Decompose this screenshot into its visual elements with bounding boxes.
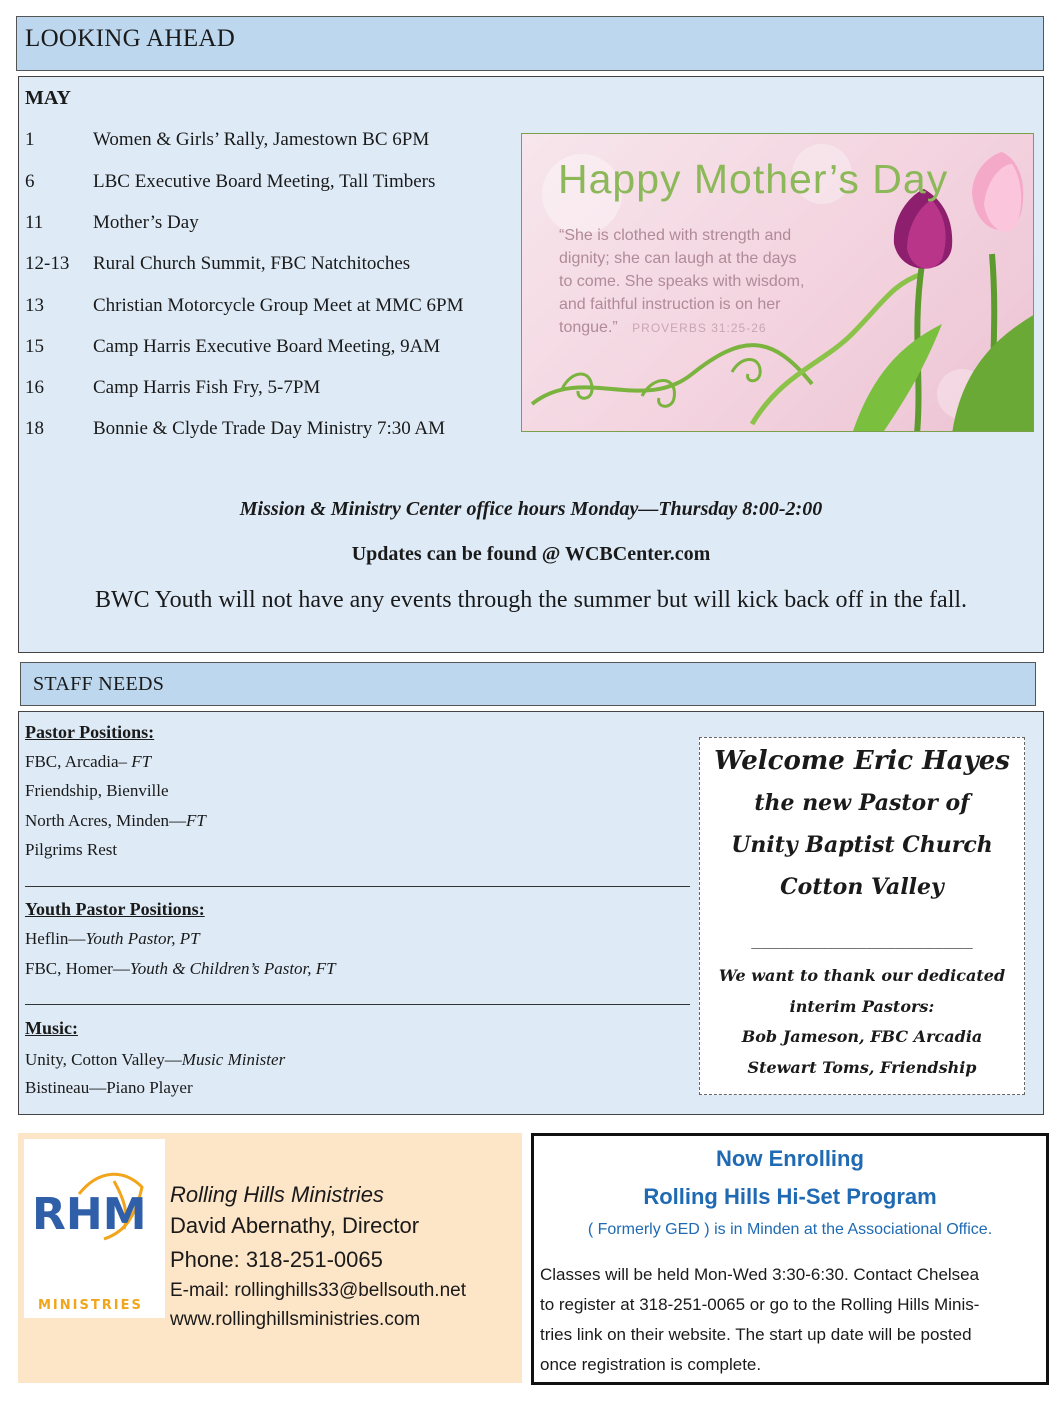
list-item bbox=[25, 959, 336, 979]
list-item bbox=[25, 752, 151, 772]
position-place: Bistineau—Piano Player bbox=[25, 1078, 193, 1097]
body-line: tries link on their website. The start up date will be posted bbox=[540, 1325, 972, 1344]
rhm-director: David Abernathy, Director bbox=[170, 1213, 420, 1238]
position-detail: Youth Pastor, PT bbox=[85, 929, 200, 948]
event-text: Rural Church Summit, FBC Natchitoches bbox=[93, 253, 411, 274]
list-item bbox=[25, 1050, 285, 1070]
quote-line-end: tongue.” bbox=[559, 319, 618, 336]
welcome-line: the new Pastor of bbox=[754, 790, 970, 816]
enrolling-body bbox=[540, 1260, 979, 1380]
position-place: FBC, Homer— bbox=[25, 959, 130, 978]
position-place: FBC, Arcadia– bbox=[25, 752, 132, 771]
youth-positions-heading: Youth Pastor Positions: bbox=[25, 899, 205, 919]
position-detail: FT bbox=[186, 811, 206, 830]
position-detail: Music Minister bbox=[181, 1050, 286, 1069]
event-text: Camp Harris Executive Board Meeting, 9AM bbox=[93, 336, 441, 357]
event-date: 13 bbox=[25, 295, 44, 316]
position-place: North Acres, Minden— bbox=[25, 811, 187, 830]
staff-needs-header bbox=[20, 662, 1036, 706]
enrolling-subtitle: ( Formerly GED ) is in Minden at the Associational Office. bbox=[587, 1221, 993, 1238]
list-item bbox=[25, 929, 200, 949]
rhm-logo-sub: MINISTRIES bbox=[38, 1298, 143, 1313]
rhm-website[interactable]: www.rollinghillsministries.com bbox=[170, 1309, 421, 1330]
music-heading: Music: bbox=[25, 1018, 78, 1038]
rhm-logo-mark bbox=[24, 1139, 165, 1318]
body-line: once registration is complete. bbox=[540, 1355, 762, 1374]
event-text: Camp Harris Fish Fry, 5-7PM bbox=[93, 377, 321, 398]
quote-line: and faithful instruction is on her bbox=[559, 296, 781, 313]
rhm-logo-text: RHM bbox=[32, 1189, 147, 1240]
thanks-line: We want to thank our dedicated bbox=[718, 966, 1006, 985]
enrolling-title: Now Enrolling bbox=[716, 1146, 864, 1171]
office-hours: Mission & Ministry Center office hours Monday—Thursday 8:00-2:00 bbox=[239, 498, 823, 520]
event-text: Women & Girls’ Rally, Jamestown BC 6PM bbox=[93, 129, 430, 150]
welcome-line: Welcome Eric Hayes bbox=[714, 746, 1010, 776]
event-date: 6 bbox=[25, 171, 35, 192]
event-date: 11 bbox=[25, 212, 44, 233]
rhm-logo bbox=[24, 1139, 165, 1318]
divider bbox=[25, 886, 690, 887]
divider bbox=[25, 1004, 690, 1005]
event-text: LBC Executive Board Meeting, Tall Timbers bbox=[93, 171, 436, 192]
position-place: Friendship, Bienville bbox=[25, 781, 169, 800]
month-label: MAY bbox=[25, 87, 71, 109]
body-line: Classes will be held Mon-Wed 3:30-6:30. Contact Chelsea bbox=[540, 1265, 980, 1284]
mothers-day-quote bbox=[559, 224, 804, 340]
position-detail: FT bbox=[131, 752, 152, 771]
thanks-line: Stewart Toms, Friendship bbox=[747, 1058, 977, 1077]
list-item bbox=[25, 811, 206, 831]
thanks-line: interim Pastors: bbox=[789, 997, 935, 1016]
list-item bbox=[25, 1078, 193, 1098]
event-date: 16 bbox=[25, 377, 44, 398]
quote-line: “She is clothed with strength and bbox=[559, 227, 792, 244]
welcome-line: Cotton Valley bbox=[780, 874, 944, 900]
event-date: 18 bbox=[25, 418, 44, 439]
rhm-email[interactable]: E-mail: rollinghills33@bellsouth.net bbox=[170, 1280, 466, 1301]
rhm-name: Rolling Hills Ministries bbox=[170, 1182, 384, 1207]
position-place: Pilgrims Rest bbox=[25, 840, 118, 859]
event-text: Christian Motorcycle Group Meet at MMC 6PM bbox=[93, 295, 464, 316]
mothers-day-card bbox=[521, 133, 1034, 432]
pastor-positions-heading: Pastor Positions: bbox=[25, 722, 155, 742]
position-detail: Youth & Children’s Pastor, FT bbox=[129, 959, 336, 978]
quote-reference: PROVERBS 31:25-26 bbox=[632, 321, 767, 335]
event-date: 12-13 bbox=[25, 253, 70, 274]
welcome-box bbox=[699, 737, 1025, 1095]
rhm-box bbox=[18, 1133, 522, 1383]
list-item bbox=[25, 781, 169, 801]
position-place: Heflin— bbox=[25, 929, 86, 948]
welcome-line: Unity Baptist Church bbox=[731, 832, 993, 858]
body-line: to register at 318-251-0065 or go to the Rolling Hills Minis- bbox=[540, 1295, 980, 1314]
event-text: Bonnie & Clyde Trade Day Ministry 7:30 AM bbox=[93, 418, 446, 439]
thanks-line: Bob Jameson, FBC Arcadia bbox=[741, 1027, 983, 1046]
quote-line bbox=[559, 316, 804, 340]
event-date: 15 bbox=[25, 336, 44, 357]
quote-line: dignity; she can laugh at the days bbox=[559, 250, 797, 267]
event-date: 1 bbox=[25, 129, 35, 150]
updates-note: Updates can be found @ WCBCenter.com bbox=[351, 543, 711, 565]
position-place: Unity, Cotton Valley— bbox=[25, 1050, 182, 1069]
rhm-phone: Phone: 318-251-0065 bbox=[170, 1247, 383, 1272]
event-text: Mother’s Day bbox=[93, 212, 199, 233]
staff-needs-title: STAFF NEEDS bbox=[33, 673, 165, 695]
welcome-divider: _______________________ bbox=[751, 930, 973, 949]
enrolling-program: Rolling Hills Hi-Set Program bbox=[643, 1184, 937, 1209]
looking-ahead-title: LOOKING AHEAD bbox=[25, 25, 236, 52]
youth-note: BWC Youth will not have any events through the summer but will kick back off in the fall. bbox=[94, 587, 968, 613]
list-item bbox=[25, 840, 117, 860]
quote-line: to come. She speaks with wisdom, bbox=[559, 273, 805, 290]
mothers-day-heading: Happy Mother’s Day bbox=[558, 156, 949, 202]
enrolling-box bbox=[531, 1133, 1049, 1385]
looking-ahead-header bbox=[16, 16, 1044, 71]
